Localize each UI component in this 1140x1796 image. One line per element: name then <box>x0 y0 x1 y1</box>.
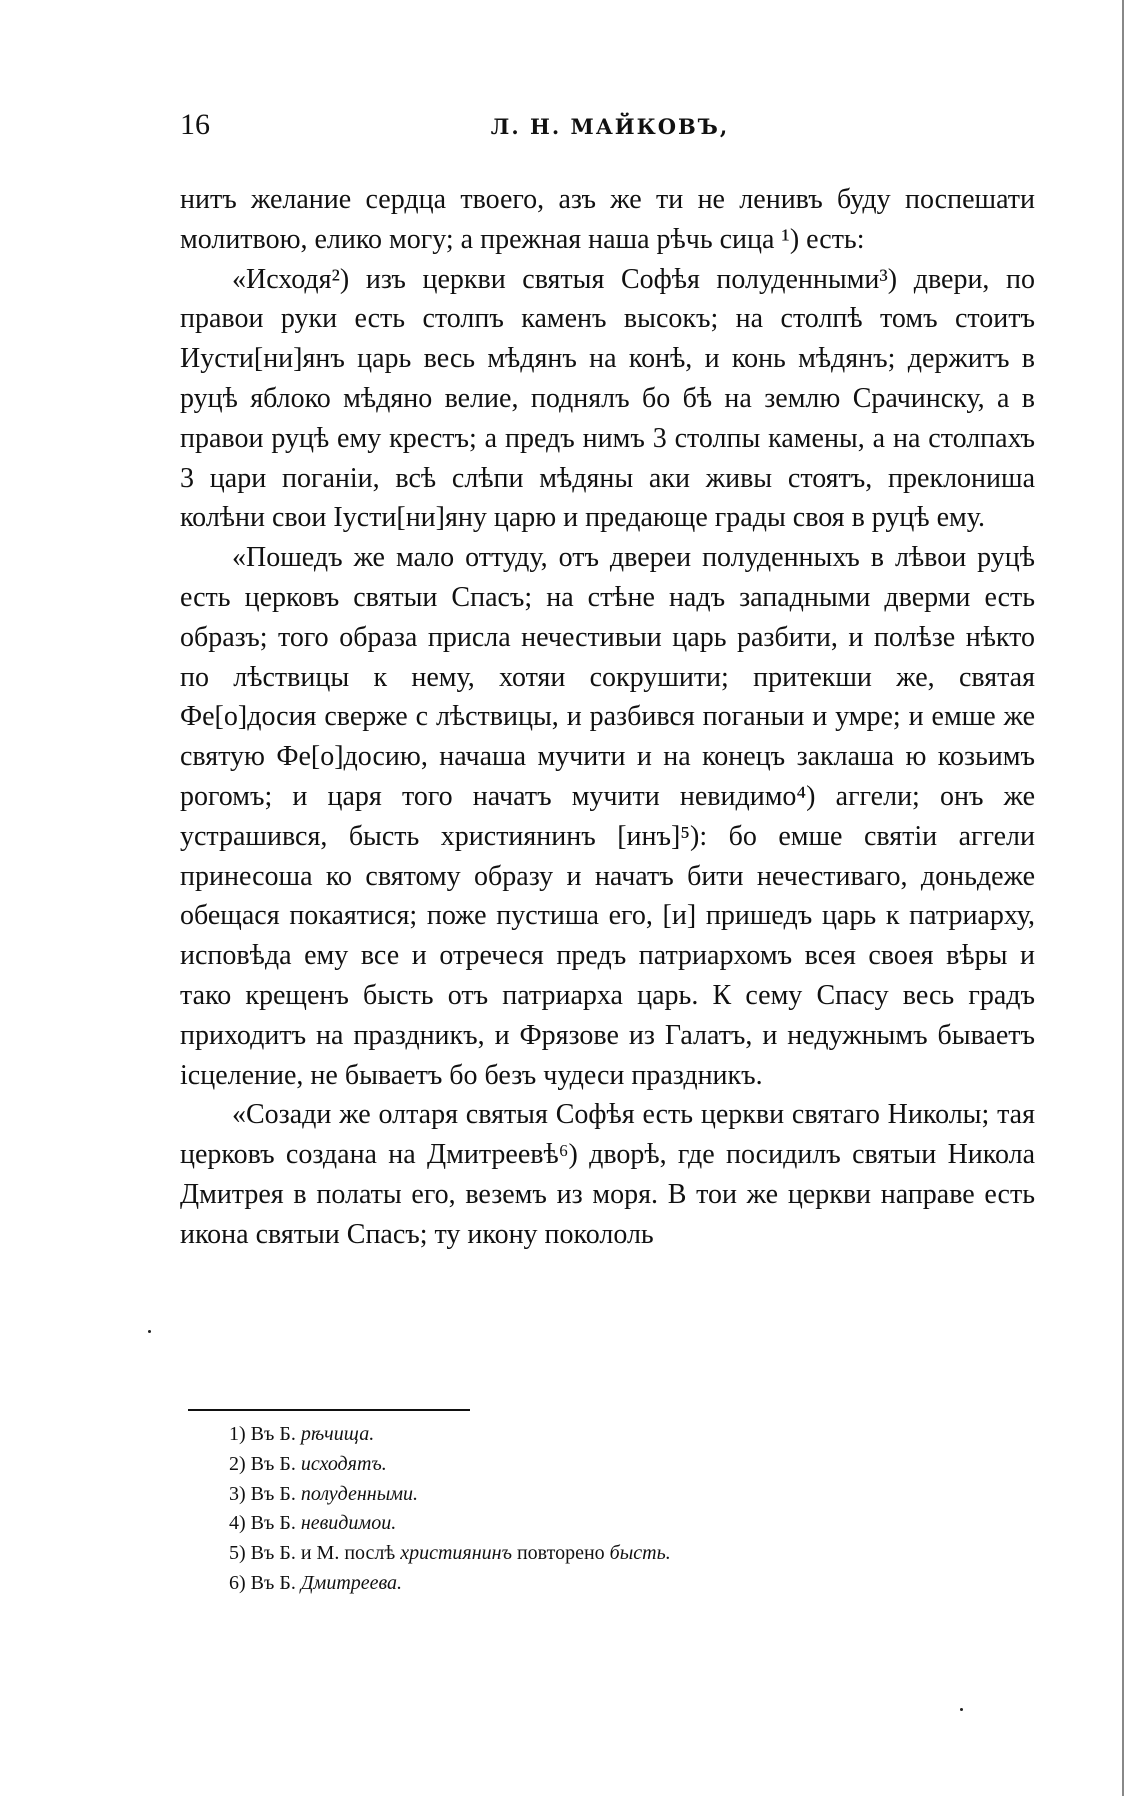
page-number: 16 <box>180 108 210 141</box>
page-edge-shadow <box>1122 0 1124 1796</box>
footnote-text: исходятъ. <box>300 1452 387 1475</box>
footnote-ref: 4) Въ Б. <box>229 1512 296 1535</box>
paragraph-3: «Пошедъ же мало оттуду, отъ двереи полуденныхъ в лѣвои руцѣ есть церковъ святыи Спасъ; на стѣне надъ западными дверми есть образъ; того образа присла нечестивыи царь разбити, и полѣзе нѣкто по лѣствицы к нему, хотяи сокрушити; притекши же, святая Фе[о]досия сверже с лѣствицы, и разбився поганыи и умре; и емше же святую Фе[о]досию, начаша мучити и на конецъ заклаша ю козьимъ рогомъ; и царя того начатъ мучити невидимо⁴) аггели; онъ же устрашився, бысть християнинъ [инъ]⁵): бо емше святіи аггели принесоша ко святому образу и начатъ бити нечестиваго, доньдеже обещася покаятися; поже пустиша его, [и] пришедъ царь к патриарху, исповѣда ему все и отречеся предъ патриархомъ всея своея вѣры и тако крещенъ бысть отъ патриарха царь. К сему Спасу весь градъ приходитъ на праздникъ, и Фрязове из Галатъ, и недужнымъ бываетъ іcцеление, не бываетъ бо безъ чудеси праздникъ. <box>180 542 1035 1091</box>
paragraph-1: нитъ желание сердца твоего, азъ же ти не ленивъ буду поспешати молитвою, елико могу; а прежная наша рѣчь сица ¹) есть: <box>180 184 1035 255</box>
footnote-3 <box>229 1480 671 1510</box>
paragraph-2: «Исходя²) изъ церкви святыя Софѣя полуденными³) двери, по правои руки есть столпъ каменъ высокъ; на столпѣ томъ стоитъ Иусти[ни]янъ царь весь мѣдянъ на конѣ, и конь мѣдянъ; держитъ в руцѣ яблоко мѣдяно велие, поднялъ бо бѣ на землю Срачинску, а в правои руцѣ ему крестъ; а предъ нимъ 3 столпы камены, а на столпахъ 3 цари поганіи, всѣ слѣпи мѣдяны аки живы стоятъ, преклониша колѣни свои Іусти[ни]яну царю и предающе грады своя в руцѣ ему. <box>180 263 1035 534</box>
paragraph-4: «Созади же олтаря святыя Софѣя есть церкви святаго Николы; тая церковъ создана на Дмитреевѣ⁶) дворѣ, где посидилъ святыи Никола Дмитрея в полаты его, веземъ из моря. В тои же церкви направе есть икона святыи Спасъ; ту икону покололь <box>180 1099 1035 1250</box>
footnote-5 <box>229 1539 671 1569</box>
footnote-ref: 5) Въ Б. и М. послѣ <box>229 1542 396 1565</box>
footnote-text: християнинъ <box>400 1542 512 1565</box>
footnote-ref: 3) Въ Б. <box>229 1482 296 1505</box>
footnote-tail: повторено <box>516 1542 605 1565</box>
footnote-text: невидимои. <box>300 1512 397 1535</box>
footnote-2 <box>229 1450 671 1480</box>
body-text <box>180 180 1035 1255</box>
footnote-text: полуденными. <box>300 1482 418 1505</box>
running-head: Л. Н. МАЙКОВЪ, <box>490 114 730 139</box>
footnote-ref: 6) Въ Б. <box>229 1571 296 1594</box>
footnote-text: рѣчища. <box>300 1423 375 1445</box>
footnote-4 <box>229 1509 671 1539</box>
page-header <box>180 108 1040 148</box>
footnote-ref: 2) Въ Б. <box>229 1452 296 1475</box>
print-speck <box>960 1708 963 1711</box>
footnote-1 <box>229 1420 671 1450</box>
footnote-6 <box>229 1569 671 1599</box>
print-speck <box>148 1330 151 1333</box>
footnote-ref: 1) Въ Б. <box>229 1423 296 1445</box>
footnote-text: Дмитреева. <box>300 1571 403 1594</box>
footnote-rule <box>188 1409 470 1411</box>
footnote-tail-italic: бысть. <box>609 1542 671 1565</box>
footnotes <box>229 1420 671 1599</box>
